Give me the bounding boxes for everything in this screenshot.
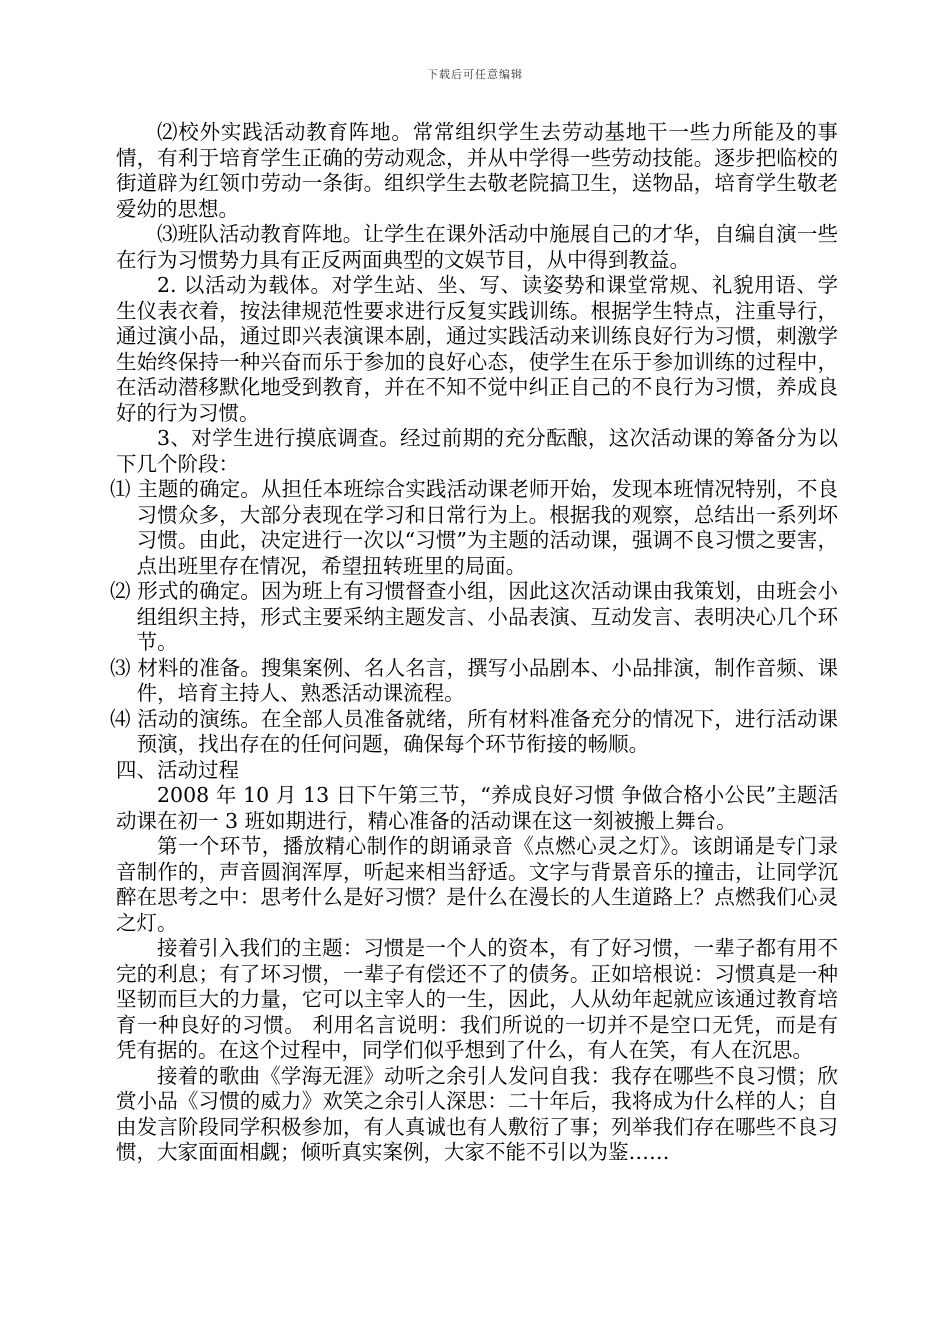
- paragraph: 2. 以活动为载体。对学生站、坐、写、读姿势和课堂常规、礼貌用语、学生仪表衣着，按法律规范性要求进行反复实践训练。根据学生特点，注重导行，通过演小品，通过即兴表演课本剧，通过实践活动来训练良好行为习惯，刺激学生始终保持一种兴奋而乐于参加的良好心态，使学生在乐于参加训练的过程中，在活动潜移默化地受到教育，并在不知不觉中纠正自己的不良行为习惯，养成良好的行为习惯。: [116, 273, 838, 425]
- document-body: [110, 120, 838, 1166]
- paragraph: 第一个环节，播放精心制作的朗诵录音《点燃心灵之灯》。该朗诵是专门录音制作的，声音圆润浑厚，听起来相当舒适。文字与背景音乐的撞击，让同学沉醉在思考之中：思考什么是好习惯？是什么在漫长的人生道路上？点燃我们心灵之灯。: [116, 834, 838, 935]
- paragraph: ⑶班队活动教育阵地。让学生在课外活动中施展自己的才华，自编自演一些在行为习惯势力具有正反两面典型的文娱节目，从中得到教益。: [116, 222, 838, 272]
- paragraph: 接着引入我们的主题：习惯是一个人的资本，有了好习惯，一辈子都有用不完的利息；有了坏习惯，一辈子有偿还不了的债务。正如培根说：习惯真是一种坚韧而巨大的力量，它可以主宰人的一生，因此，人从幼年起就应该通过教育培育一种良好的习惯。 利用名言说明：我们所说的一切并不是空口无凭，而是有凭有据的。在这个过程中，同学们似乎想到了什么，有人在笑，有人在沉思。: [116, 936, 838, 1062]
- paragraph: ⑵校外实践活动教育阵地。常常组织学生去劳动基地干一些力所能及的事情，有利于培育学生正确的劳动观念，并从中学得一些劳动技能。逐步把临校的街道辟为红领巾劳动一条街。组织学生去敬老院搞卫生，送物品，培育学生敬老爱幼的思想。: [116, 120, 838, 221]
- list-item: ⑶ 材料的准备。搜集案例、名人名言，撰写小品剧本、小品排演，制作音频、课件，培育主持人、熟悉活动课流程。: [110, 655, 838, 705]
- section-heading: 四、活动过程: [116, 757, 239, 782]
- paragraph: 接着的歌曲《学海无涯》动听之余引人发问自我：我存在哪些不良习惯；欣赏小品《习惯的威力》欢笑之余引人深思：二十年后，我将成为什么样的人；自由发言阶段同学积极参加，有人真诚也有人敷衍了事；列举我们存在哪些不良习惯，大家面面相觑；倾听真实案例，大家不能不引以为鉴……: [116, 1063, 838, 1164]
- page-header: 下载后可任意编辑: [427, 68, 523, 81]
- paragraph: 3、对学生进行摸底调查。经过前期的充分酝酿，这次活动课的筹备分为以下几个阶段：: [116, 426, 838, 476]
- list-item: ⑷ 活动的演练。在全部人员准备就绪，所有材料准备充分的情况下，进行活动课预演，找出存在的任何问题，确保每个环节衔接的畅顺。: [110, 706, 838, 756]
- list-item: ⑴ 主题的确定。从担任本班综合实践活动课老师开始，发现本班情况特别，不良习惯众多，大部分表现在学习和日常行为上。根据我的观察，总结出一系列坏习惯。由此，决定进行一次以“习惯”为主题的活动课，强调不良习惯之要害，点出班里存在情况，希望扭转班里的局面。: [110, 477, 838, 578]
- list-item: ⑵ 形式的确定。因为班上有习惯督查小组，因此这次活动课由我策划，由班会小组组织主持，形式主要采纳主题发言、小品表演、互动发言、表明决心几个环节。: [110, 579, 838, 654]
- paragraph: 2008 年 10 月 13 日下午第三节，“养成良好习惯 争做合格小公民”主题活动课在初一 3 班如期进行，精心准备的活动课在这一刻被搬上舞台。: [116, 783, 838, 833]
